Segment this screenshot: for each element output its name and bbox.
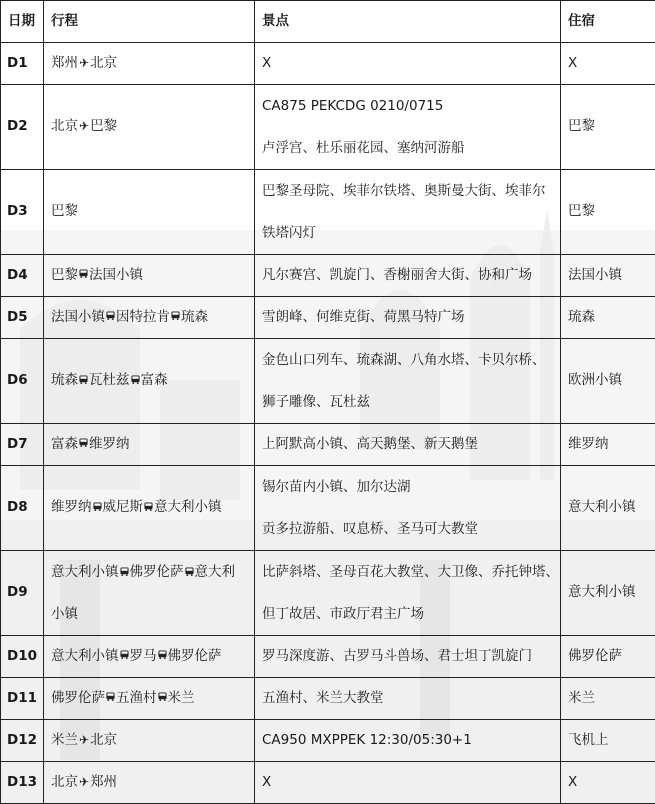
- bus-icon: [158, 692, 167, 701]
- route-city: 维罗纳: [51, 499, 92, 515]
- cell-day: D2: [1, 85, 44, 170]
- route-city: 北京: [90, 55, 117, 71]
- route-city: 米兰: [51, 732, 78, 748]
- table-row: [1, 762, 655, 804]
- cell-route: [44, 170, 255, 255]
- cell-stay: 飞机上: [561, 720, 655, 762]
- cell-stay: 琉森: [561, 297, 655, 339]
- route-city: 巴黎: [51, 203, 78, 219]
- cell-day: D5: [1, 297, 44, 339]
- cell-day: D6: [1, 339, 44, 424]
- cell-route: [44, 551, 255, 636]
- plane-icon: ✈: [79, 120, 89, 132]
- cell-sights: CA875 PEKCDG 0210/0715 卢浮宫、杜乐丽花园、塞纳河游船: [255, 85, 561, 170]
- table-row: [1, 424, 655, 466]
- header-stay: 住宿: [561, 1, 655, 43]
- cell-day: D13: [1, 762, 44, 804]
- bus-icon: [79, 375, 88, 384]
- cell-route: [44, 85, 255, 170]
- route-city: 巴黎: [90, 118, 117, 134]
- route-city: 瓦杜兹: [89, 372, 130, 388]
- cell-stay: X: [561, 43, 655, 85]
- bus-icon: [131, 375, 140, 384]
- cell-route: [44, 720, 255, 762]
- route-city: 维罗纳: [89, 436, 130, 452]
- cell-sights: 上阿默高小镇、高天鹅堡、新天鹅堡: [255, 424, 561, 466]
- route-city: 意大利: [195, 564, 236, 580]
- route-city: 佛罗伦萨: [130, 564, 184, 580]
- cell-stay: 米兰: [561, 678, 655, 720]
- plane-icon: ✈: [79, 734, 89, 746]
- cell-sights: 锡尔苗内小镇、加尔达湖 贡多拉游船、叹息桥、圣马可大教堂: [255, 466, 561, 551]
- cell-day: D7: [1, 424, 44, 466]
- route-city: 巴黎: [51, 267, 78, 283]
- table-row: [1, 43, 655, 85]
- cell-sights: 雪朗峰、何维克街、荷黑马特广场: [255, 297, 561, 339]
- table-row: [1, 170, 655, 255]
- plane-icon: ✈: [79, 776, 89, 788]
- route-city: 小镇: [51, 606, 78, 622]
- header-day: 日期: [1, 1, 44, 43]
- cell-stay: 欧洲小镇: [561, 339, 655, 424]
- table-row: [1, 551, 655, 636]
- route-city: 富森: [141, 372, 168, 388]
- route-city: 佛罗伦萨: [168, 648, 222, 664]
- cell-sights: 罗马深度游、古罗马斗兽场、君士坦丁凯旋门: [255, 636, 561, 678]
- route-city: 郑州: [51, 55, 78, 71]
- cell-day: D12: [1, 720, 44, 762]
- route-city: 郑州: [90, 774, 117, 790]
- cell-day: D11: [1, 678, 44, 720]
- route-city: 五渔村: [116, 690, 157, 706]
- header-sights: 景点: [255, 1, 561, 43]
- bus-icon: [144, 502, 153, 511]
- cell-route: [44, 636, 255, 678]
- bus-icon: [158, 650, 167, 659]
- route-city: 罗马: [130, 648, 157, 664]
- table-row: [1, 339, 655, 424]
- cell-day: D4: [1, 255, 44, 297]
- cell-stay: 法国小镇: [561, 255, 655, 297]
- cell-route: [44, 424, 255, 466]
- cell-route: [44, 297, 255, 339]
- route-city: 佛罗伦萨: [51, 690, 105, 706]
- route-city: 意大利小镇: [51, 648, 119, 664]
- table-row: [1, 255, 655, 297]
- route-city: 法国小镇: [51, 309, 105, 325]
- cell-stay: 意大利小镇: [561, 551, 655, 636]
- cell-route: [44, 339, 255, 424]
- table-row: [1, 636, 655, 678]
- cell-stay: 维罗纳: [561, 424, 655, 466]
- route-city: 因特拉肯: [116, 309, 170, 325]
- cell-day: D9: [1, 551, 44, 636]
- cell-stay: X: [561, 762, 655, 804]
- cell-day: D8: [1, 466, 44, 551]
- plane-icon: ✈: [79, 57, 89, 69]
- cell-sights: 金色山口列车、琉森湖、八角水塔、卡贝尔桥、 狮子雕像、瓦杜兹: [255, 339, 561, 424]
- cell-sights: 五渔村、米兰大教堂: [255, 678, 561, 720]
- route-city: 琉森: [51, 372, 78, 388]
- cell-stay: 意大利小镇: [561, 466, 655, 551]
- route-city: 富森: [51, 436, 78, 452]
- table-row: [1, 678, 655, 720]
- bus-icon: [171, 311, 180, 320]
- table-row: [1, 466, 655, 551]
- cell-route: [44, 43, 255, 85]
- cell-stay: 巴黎: [561, 85, 655, 170]
- route-city: 意大利小镇: [51, 564, 119, 580]
- cell-route: [44, 678, 255, 720]
- cell-stay: 巴黎: [561, 170, 655, 255]
- cell-sights: CA950 MXPPEK 12:30/05:30+1: [255, 720, 561, 762]
- bus-icon: [93, 502, 102, 511]
- cell-stay: 佛罗伦萨: [561, 636, 655, 678]
- bus-icon: [120, 567, 129, 576]
- cell-day: D1: [1, 43, 44, 85]
- route-city: 威尼斯: [103, 499, 144, 515]
- bus-icon: [120, 650, 129, 659]
- cell-sights: X: [255, 43, 561, 85]
- table-header-row: [1, 1, 655, 43]
- cell-sights: 凡尔赛宫、凯旋门、香榭丽舍大街、协和广场: [255, 255, 561, 297]
- cell-sights: 比萨斜塔、圣母百花大教堂、大卫像、乔托钟塔、 但丁故居、市政厅君主广场: [255, 551, 561, 636]
- header-route: 行程: [44, 1, 255, 43]
- cell-route: [44, 255, 255, 297]
- cell-sights: X: [255, 762, 561, 804]
- bus-icon: [185, 567, 194, 576]
- cell-day: D10: [1, 636, 44, 678]
- table-row: [1, 297, 655, 339]
- route-city: 意大利小镇: [154, 499, 222, 515]
- bus-icon: [79, 269, 88, 278]
- table-row: [1, 85, 655, 170]
- route-city: 法国小镇: [89, 267, 143, 283]
- route-city: 北京: [51, 118, 78, 134]
- table-row: [1, 720, 655, 762]
- bus-icon: [79, 438, 88, 447]
- cell-sights: 巴黎圣母院、埃菲尔铁塔、奥斯曼大街、埃菲尔 铁塔闪灯: [255, 170, 561, 255]
- route-city: 米兰: [168, 690, 195, 706]
- cell-route: [44, 466, 255, 551]
- bus-icon: [106, 692, 115, 701]
- route-city: 琉森: [181, 309, 208, 325]
- route-city: 北京: [51, 774, 78, 790]
- route-city: 北京: [90, 732, 117, 748]
- bus-icon: [106, 311, 115, 320]
- cell-route: [44, 762, 255, 804]
- cell-day: D3: [1, 170, 44, 255]
